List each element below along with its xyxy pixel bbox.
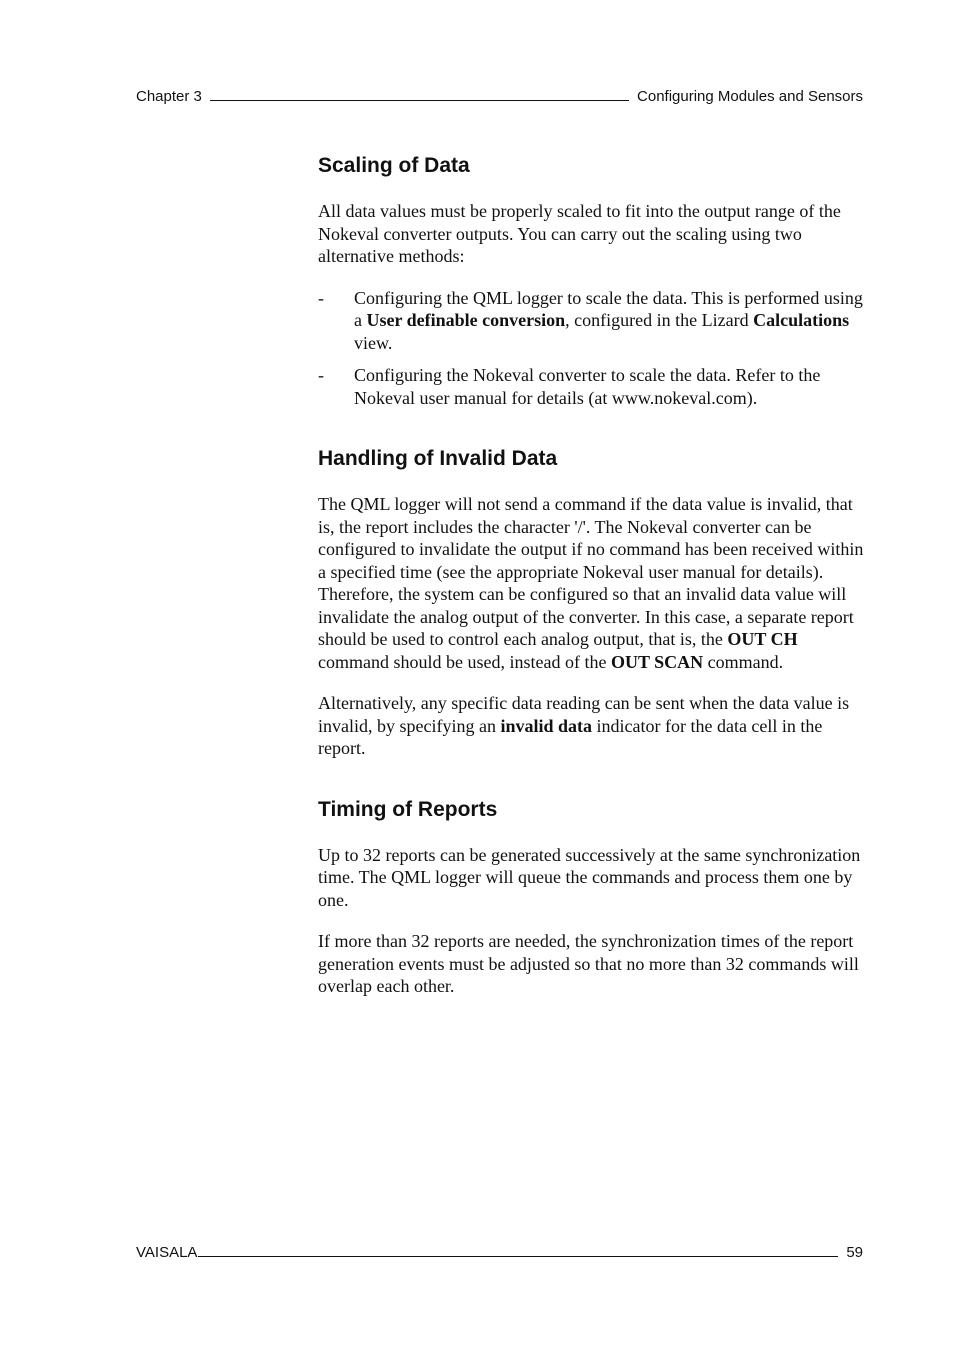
section-heading: Scaling of Data: [318, 154, 470, 177]
paragraph: Alternatively, any specific data reading can be sent when the data value is invalid, by specifying an invalid data indicator for the data cell in the report.: [318, 693, 850, 758]
chapter-label: Chapter 3: [136, 88, 202, 105]
bold-term: OUT SCAN: [610, 651, 704, 672]
page-footer: [136, 1242, 863, 1262]
paragraph: Up to 32 reports can be generated successively at the same synchronization time. The QML logger will queue the commands and process them one by one.: [318, 844, 861, 910]
paragraph: All data values must be properly scaled to fit into the output range of the Nokeval converter outputs. You can carry out the scaling using two alternative methods:: [318, 201, 841, 266]
method-list: [318, 287, 866, 410]
dash-bullet: -: [318, 365, 324, 385]
company-name: VAISALA: [136, 1244, 198, 1261]
page-content: [318, 152, 866, 1034]
bold-term: Calculations: [753, 310, 850, 330]
section-handling-of-invalid-data: [318, 445, 866, 760]
section-heading: Timing of Reports: [318, 797, 498, 821]
header-rule: [210, 86, 629, 101]
paragraph: If more than 32 reports are needed, the synchronization times of the report generation events must be adjusted so that no more than 32 commands will overlap each other.: [318, 931, 859, 996]
section-heading: Handling of Invalid Data: [318, 447, 558, 470]
bold-term: OUT CH: [727, 629, 798, 649]
page-number: 59: [846, 1244, 863, 1261]
dash-bullet: -: [318, 287, 324, 308]
paragraph: The QML logger will not send a command if the data value is invalid, that is, the report includes the character '/'. The Nokeval converter can be configured to invalidate the output if no command has been received within a specified time (see the appropriate Nokeval user manual for details). Therefore, the system can be configured so that an invalid data value will invalidate the analog output of the converter. In this case, a separate report should be used to control each analog output, that is, the OUT CH command should be used, instead of the OUT SCAN command.: [318, 494, 864, 672]
bold-term: User definable conversion: [366, 310, 566, 330]
chapter-title: Configuring Modules and Sensors: [637, 88, 863, 105]
page-header: [136, 86, 863, 106]
footer-rule: [198, 1242, 838, 1257]
section-scaling-of-data: [318, 152, 866, 409]
list-item: - Configuring the Nokeval converter to scale the data. Refer to the Nokeval user manual for details (at www.nokeval.com).: [318, 365, 821, 408]
list-item: - Configuring the QML logger to scale the data. This is performed using a User definable conversion, configured in the Lizard Calculations view.: [318, 287, 863, 353]
bold-term: invalid data: [500, 715, 592, 736]
section-timing-of-reports: [318, 796, 866, 998]
